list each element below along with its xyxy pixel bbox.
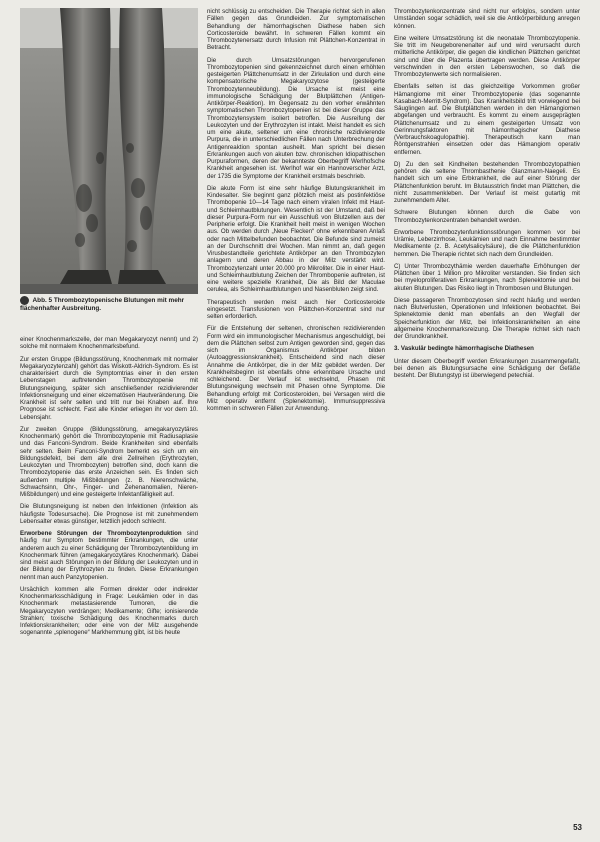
paragraph: nicht schlüssig zu entscheiden. Die Therapie richtet sich in allen Fällen gegen das Grundleiden. Zur symptomatischen Behandlung der hämorrhagischen Diathese haben sich Corticosteroide bewährt. In schweren Fällen kommt ein Thrombozytenersatz durch Infusion mit Plättchen-Konzentrat in Betracht. bbox=[207, 8, 385, 52]
figure-caption bbox=[20, 296, 198, 312]
paragraph: Unter diesem Oberbegriff werden Erkrankungen zusammengefaßt, bei denen als Blutungsursache eine Schädigung der Gefäße besteht. Der Blutungstyp ist überwiegend petechial. bbox=[394, 357, 580, 379]
paragraph: einer Knochenmarkszelle, der man Megakaryozyt nennt) und 2) solche mit normalem Knochenmarksbefund. bbox=[20, 336, 198, 351]
paragraph: Eine weitere Umsatzstörung ist die neonatale Thrombozytopenie. Sie tritt im Neugeborenenalter auf und wird verursacht durch mütterliche Antikörper, die gegen die kindlichen Plättchen gerichtet sind und über die Plazenta übertragen werden. Diese Antikörper verschwinden in den ersten Lebenswochen, so daß die Thrombozytenwerte sich normalisieren. bbox=[394, 34, 580, 78]
section-heading: Erworbene Störungen der Thrombozytenproduktion bbox=[20, 530, 182, 537]
paragraph: D) Zu den seit Kindheiten bestehenden Thrombozytopathien gehören die seltene Thrombasthenie Glanzmann-Naegeli. Es handelt sich um eine Erbkrankheit, die auf einer Störung der Plättchenfunktion beruht. Im Blutausstrich findet man Plättchen, die nicht zusammenkleben. Der Verlauf ist meist gutartig mit zunehmendem Alter. bbox=[394, 160, 580, 204]
paragraph-with-heading bbox=[20, 530, 198, 581]
column-middle bbox=[207, 8, 385, 417]
column-left bbox=[20, 336, 198, 642]
heading-text: sind häufig nur Symptom bestimmter Erkrankungen, die unter anderem auch zu einer Schädigung der Thrombozytenbildung im Knochenmark führen (amegakaryozytäres Knochenmark). Dabei sind meist auch Störungen in der Bildung der Leukozyten und in der Bildung der Erythrozyten zu finden. Diese Erkrankungen nennt man auch Panzytopenien. bbox=[20, 530, 198, 581]
paragraph: Die durch Umsatzstörungen hervorgerufenen Thrombozytopenien sind gekennzeichnet durch einen erhöhten gesteigerten Plättchenumsatz in der Zirkulation und durch eine kompensatorische Megakaryozytose (gesteigerte Thrombozytenneubildung). Die Ursache ist meist eine immunologische Schädigung der Blutplättchen (Antigen-Antikörper-Reaktion). Im Gegensatz zu den vorher erwähnten symptomatischen Thrombozytopenien ist bei dieser Gruppe das Thrombozytensystem isoliert betroffen. Die Ausreifung der Leukozyten und der Erythrozyten ist intakt. Meist handelt es sich um eine akute, seltener um eine chronische rezidivierende Purpura, die in unterschiedlichen Fällen nach Unterbrechung der Antigenreaktion spontan ausheilt. Man spricht bei diesen Erkrankungen auch von akuten bzw. chronischen Idiopathischen Purpuraformen, deren der bekannteste Oberbegriff Werlhofsche Krankheit angesehen ist. Werlhof war ein Hannoverscher Arzt, der 1735 die Symptome der Krankheit erstmals beschrieb. bbox=[207, 56, 385, 180]
figure-photo-legs bbox=[20, 8, 198, 294]
paragraph: Diese passageren Thrombozytosen sind recht häufig und werden nach Blutverlusten, Operationen und Infektionen beobachtet. Bei Splenektomie denkt man ebenfalls an den Wegfall der Speicherfunktion der Milz, bei Infektionskrankheiten an eine allgemeine Knochenmarksreizung. Die Therapie richtet sich nach der Grundkrankheit. bbox=[394, 296, 580, 340]
paragraph: C) Unter Thrombozythämie werden dauerhafte Erhöhungen der Plättchen über 1 Million pro Mikroliter verstanden. Sie finden sich bei myeloproliferativen Erkrankungen, nach Splenektomie und bei akuten Blutungen. Das Risiko liegt in Thrombosen und Blutungen. bbox=[394, 262, 580, 292]
paragraph: Zur ersten Gruppe (Bildungsstörung, Knochenmark mit normaler Megakaryozytenzahl) gehört das Wiskott-Aldrich-Syndrom. Es ist charakterisiert durch die Symptomtrias einer in den ersten Lebenstagen auftretenden Thrombozytopenie mit Blutungsneigung, später sich anschließender rezidivierender Infektionsneigung und einer ekzematösen Hautveränderung. Die Krankheit ist sehr selten und tritt nur bei Knaben auf. Ihre Prognose ist schlecht. Fast alle Kinder erliegen ihr vor dem 10. Lebensjahr. bbox=[20, 355, 198, 421]
paragraph: Thrombozytenkonzentrate sind nicht nur erfolglos, sondern unter Umständen sogar schädlich, weil sie die Antikörperbildung anregen können. bbox=[394, 8, 580, 30]
paragraph: Ebenfalls selten ist das gleichzeitige Vorkommen großer Hämangiome mit einer Thrombozytopenie (das sogenannte Kasabach-Merritt-Syndrom). Das Krankheitsbild tritt vorwiegend bei Säuglingen auf. Die Blutplättchen werden in den Hämangiomen abgefangen und verbraucht. Es kommt zu einem ausgeprägten Plättchenumsatz und zu einem gesteigerten Umsatz von Gerinnungsfaktoren mit hämorrhagischer Diathese (Verbrauchskoagulopathie). Therapeutisch kann man Röntgenstrahlen einsetzen oder das Hämangiom operativ entfernen. bbox=[394, 83, 580, 156]
section-heading: 3. Vaskulär bedingte hämorrhagische Diathesen bbox=[394, 345, 534, 353]
paragraph: Schwere Blutungen können durch die Gabe von Thrombozytenkonzentraten behandelt werden. bbox=[394, 209, 580, 224]
paragraph: Therapeutisch werden meist auch hier Corticosteroide eingesetzt. Transfusionen von Plättchen-Konzentrat sind nur selten erforderlich. bbox=[207, 298, 385, 320]
legs-photograph bbox=[20, 8, 198, 294]
column-right bbox=[394, 8, 580, 384]
paragraph: Ursächlich kommen alle Formen direkter oder indirekter Knochenmarksschädigung in Frage: Leukämien oder in das Knochenmark metastasierende Tumoren, die die Megakaryozyten verdrängen; Medikamente; Gifte; ionisierende Strahlen; toxische Schädigung des Knochenmarks durch Infektionskrankheiten; oder eine von der Milz ausgehende sogenannte „splenogene“ Markhemmung gibt, ist bis heute bbox=[20, 585, 198, 637]
paragraph: Zur zweiten Gruppe (Bildungsstörung, amegakaryozytäres Knochenmark) gehört die Thrombozytopenie mit Radiusaplasie und das Fanconi-Syndrom. Beide Krankheiten sind ebenfalls sehr selten. Beim Fanconi-Syndrom bemerkt es sich um ein Bildungsdefekt, bei dem alle drei Zellreihen (Erythrozyten, Leukozyten und Thrombozyten) betroffen sind, doch kann die Thrombozytopenie das erste Anzeichen sein. Es finden sich außerdem multiple Mißbildungen (z. B. Nierenschwäche, Schwachsinn, Ohr-, Finger- und Zehenanomalien, Nieren-Mißbildungen) und eine gesteigerte Infektanfälligkeit auf. bbox=[20, 425, 198, 498]
caption-text: Thrombozytopenische Blutungen mit mehr flächenhafter Ausbreitung. bbox=[20, 297, 185, 312]
paragraph: Die akute Form ist eine sehr häufige Blutungskrankheit im Kindesalter. Sie beginnt ganz plötzlich meist als postinfektiöse Thrombopenie 10—14 Tage nach einem viralen Infekt mit Haut- und Schleimhautblutungen. Wesentlich ist der Umstand, daß bei dieser Purpura-Form nur ein Ausschluß von Blutzellen aus der Peripherie erfolgt. Die Krankheit heilt meist in wenigen Wochen aus. Ob werden durch „Neue Flecken“ ohne erkennbaren Anlaß oder nach Mittelbefunden beobachtet. Die Befunde sind zumeist an der Durchschnitt drei Wochen. Man nimmt an, daß gegen Virusbestandteile gerichtete Antikörper an den Thrombozyten anlagern und deren Abbau in der Milz verstärkt wird. Thrombozytenzahl unter 20.000 pro Mikroliter. Die in einer Haut- und Schleimhautblutung Zeichen der Thrombopenie auftreten, ist eine weitere spezielle Krankheit, Die als Bild der Maculae cerulea, als Schleimhautblutungen und Nasenbluten zeigt sind. bbox=[207, 184, 385, 294]
caption-bullet-icon bbox=[20, 296, 29, 305]
caption-label: Abb. 5 bbox=[32, 297, 53, 305]
page-number: 53 bbox=[573, 823, 582, 832]
paragraph: Erworbene Thrombozytenfunktionsstörungen kommen vor bei Urämie, Leberzirrhose, Leukämien und nach Einnahme bestimmter Medikamente (z. B. Acetylsalicylsäure), die die Plättchenfunktion hemmen. Die Therapie richtet sich nach dem Grundleiden. bbox=[394, 228, 580, 258]
paragraph: Die Blutungsneigung ist neben den Infektionen (Infektion als häufigste Todesursache). Die Prognose ist mit zunehmendem Lebensalter etwas günstiger, letztlich jedoch schlecht. bbox=[20, 503, 198, 525]
paragraph: Für die Entstehung der seltenen, chronischen rezidivierenden Form wird ein immunologischer Mechanismus angeschuldigt, bei dem die Plättchen selbst zum Antigen geworden sind, gegen das sich im Organismus Antikörper bilden (Autoaggressionskrankheit). Entscheidend sind nach dieser Annahme die Antikörper, die in der Milz gebildet werden. Der Krankheitsbeginn ist ebenfalls ohne erkennbare Ursache und schleichend. Der Verlauf ist wechselnd, Phasen mit Blutungsneigung wechseln mit Phasen ohne Symptome. Die Behandlung erfolgt mit Corticosteroiden, bei Versagen wird die Milz operativ entfernt (Splenektomie). Immunsuppressiva kommen in schweren Fällen zur Anwendung. bbox=[207, 325, 385, 412]
